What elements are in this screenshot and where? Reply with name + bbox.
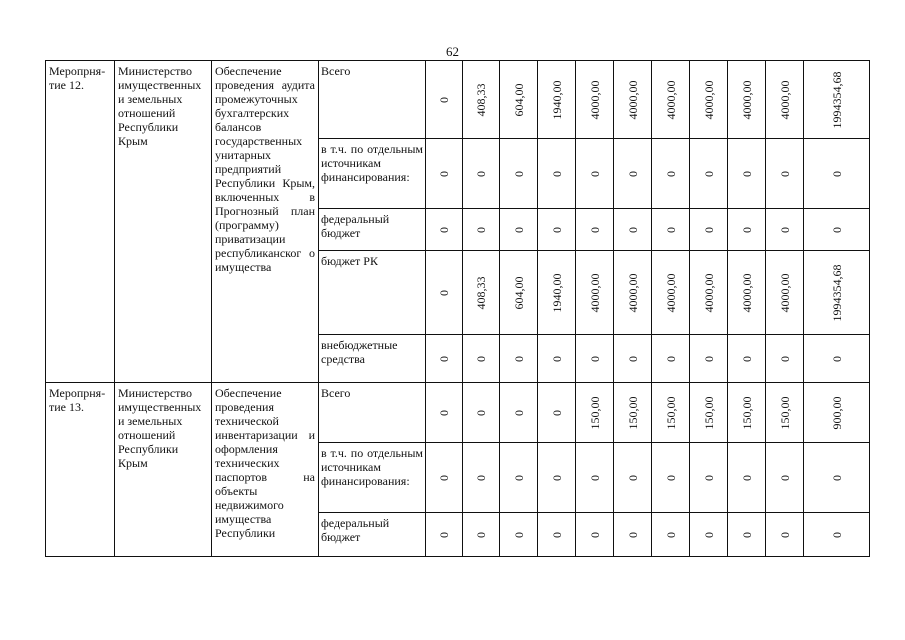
- value-text: 0: [663, 474, 678, 481]
- value-text: 1994354,68: [829, 71, 844, 128]
- value-cell: [766, 443, 804, 513]
- value-text: 0: [549, 409, 564, 416]
- value-cell: [766, 209, 804, 251]
- value-text: 150,00: [587, 396, 602, 429]
- value-cell: [500, 61, 538, 139]
- value-text: 4000,00: [663, 273, 678, 312]
- value-text: 0: [587, 474, 602, 481]
- value-cell: [614, 383, 652, 443]
- value-text: 0: [511, 409, 526, 416]
- value-cell: [576, 513, 614, 557]
- value-cell: [652, 443, 690, 513]
- value-cell: [463, 251, 500, 335]
- value-text: 0: [437, 96, 451, 103]
- value-text: 4000,00: [777, 80, 792, 119]
- value-cell: [690, 139, 728, 209]
- value-cell: [652, 139, 690, 209]
- value-text: 0: [739, 474, 754, 481]
- value-cell: [463, 513, 500, 557]
- value-cell: [576, 335, 614, 383]
- value-text: 0: [625, 226, 640, 233]
- value-cell: [690, 335, 728, 383]
- funding-source-cell: внебюджетные средства: [319, 335, 426, 383]
- value-text: 0: [437, 409, 451, 416]
- value-text: 0: [587, 355, 602, 362]
- value-cell: [690, 61, 728, 139]
- value-text: 0: [739, 226, 754, 233]
- value-cell: [500, 513, 538, 557]
- value-cell: [728, 209, 766, 251]
- value-text: 0: [739, 170, 754, 177]
- value-cell: [652, 251, 690, 335]
- table-row: [46, 61, 870, 139]
- value-cell: [538, 335, 576, 383]
- value-cell: [463, 61, 500, 139]
- value-text: 0: [511, 355, 526, 362]
- value-text: 0: [511, 474, 526, 481]
- value-cell: [463, 139, 500, 209]
- value-text: 408,33: [474, 83, 488, 116]
- value-cell: [538, 139, 576, 209]
- funding-source-cell: федеральный бюджет: [319, 513, 426, 557]
- value-cell: [614, 443, 652, 513]
- value-text: 0: [777, 170, 792, 177]
- value-cell: [728, 61, 766, 139]
- value-cell: [766, 251, 804, 335]
- value-cell: [426, 209, 463, 251]
- value-cell: [804, 383, 870, 443]
- value-text: 0: [549, 226, 564, 233]
- value-cell: [690, 383, 728, 443]
- value-text: 0: [437, 355, 451, 362]
- page-number: 62: [446, 44, 459, 59]
- value-text: 0: [829, 474, 844, 481]
- table-row: [46, 383, 870, 443]
- budget-table: [45, 60, 870, 557]
- value-cell: [500, 443, 538, 513]
- value-cell: [652, 61, 690, 139]
- value-cell: [804, 335, 870, 383]
- value-text: 0: [625, 531, 640, 538]
- value-cell: [614, 335, 652, 383]
- value-cell: [804, 209, 870, 251]
- value-text: 150,00: [701, 396, 716, 429]
- value-cell: [690, 209, 728, 251]
- value-cell: [614, 139, 652, 209]
- value-cell: [463, 335, 500, 383]
- value-cell: [576, 139, 614, 209]
- value-text: 0: [625, 355, 640, 362]
- funding-source-cell: Всего: [319, 61, 426, 139]
- value-text: 0: [829, 170, 844, 177]
- value-cell: [426, 383, 463, 443]
- value-cell: [652, 209, 690, 251]
- value-text: 0: [829, 355, 844, 362]
- value-cell: [538, 251, 576, 335]
- funding-source-cell: в т.ч. по отдельным источникам финансирования:: [319, 139, 426, 209]
- value-text: 0: [777, 355, 792, 362]
- value-text: 0: [777, 531, 792, 538]
- value-text: 0: [829, 226, 844, 233]
- value-text: 0: [739, 531, 754, 538]
- value-text: 0: [739, 355, 754, 362]
- value-text: 0: [625, 170, 640, 177]
- value-cell: [538, 209, 576, 251]
- value-cell: [538, 383, 576, 443]
- value-text: 4000,00: [777, 273, 792, 312]
- value-cell: [804, 139, 870, 209]
- value-cell: [766, 383, 804, 443]
- funding-source-cell: Всего: [319, 383, 426, 443]
- value-text: 1940,00: [549, 80, 564, 119]
- value-text: 0: [663, 355, 678, 362]
- value-cell: [766, 335, 804, 383]
- value-cell: [652, 513, 690, 557]
- value-text: 604,00: [511, 276, 526, 309]
- value-cell: [728, 139, 766, 209]
- value-text: 0: [701, 170, 716, 177]
- value-text: 0: [437, 531, 451, 538]
- value-text: 4000,00: [739, 80, 754, 119]
- value-cell: [728, 443, 766, 513]
- value-text: 0: [701, 474, 716, 481]
- value-cell: [652, 383, 690, 443]
- value-cell: [500, 335, 538, 383]
- value-text: 4000,00: [587, 273, 602, 312]
- value-text: 0: [437, 474, 451, 481]
- value-text: 150,00: [663, 396, 678, 429]
- value-text: 0: [663, 170, 678, 177]
- value-cell: [690, 443, 728, 513]
- value-text: 150,00: [739, 396, 754, 429]
- value-cell: [500, 383, 538, 443]
- value-text: 4000,00: [701, 273, 716, 312]
- value-text: 0: [625, 474, 640, 481]
- value-cell: [500, 139, 538, 209]
- value-cell: [690, 251, 728, 335]
- value-text: 150,00: [777, 396, 792, 429]
- value-cell: [538, 61, 576, 139]
- value-text: 0: [437, 170, 451, 177]
- value-cell: [426, 335, 463, 383]
- value-text: 0: [701, 355, 716, 362]
- value-text: 1940,00: [549, 273, 564, 312]
- value-cell: [576, 383, 614, 443]
- value-cell: [728, 383, 766, 443]
- value-cell: [463, 443, 500, 513]
- value-cell: [500, 251, 538, 335]
- value-cell: [766, 139, 804, 209]
- value-text: 4000,00: [587, 80, 602, 119]
- value-text: 0: [587, 226, 602, 233]
- value-cell: [804, 443, 870, 513]
- value-cell: [804, 61, 870, 139]
- value-text: 4000,00: [663, 80, 678, 119]
- value-text: 0: [474, 355, 488, 362]
- value-text: 0: [474, 531, 488, 538]
- value-text: 0: [549, 170, 564, 177]
- value-text: 0: [777, 474, 792, 481]
- value-text: 0: [437, 289, 451, 296]
- value-cell: [728, 513, 766, 557]
- value-cell: [576, 251, 614, 335]
- executor-cell: Министерство имущественных и земельных отношений Республики Крым: [115, 61, 212, 383]
- value-text: 900,00: [829, 396, 844, 429]
- value-text: 604,00: [511, 83, 526, 116]
- value-text: 1994354,68: [829, 264, 844, 321]
- value-text: 0: [701, 226, 716, 233]
- description-cell: Обеспечение проведения аудита промежуточных бухгалтерских балансов государственных унитарных предприятий Республики Крым, включенных в Прогнозный план (программу) приватизации республиканског о имущества: [212, 61, 319, 383]
- value-text: 0: [474, 170, 488, 177]
- value-cell: [463, 383, 500, 443]
- value-cell: [690, 513, 728, 557]
- event-label: Меропрня- тие 13.: [46, 383, 115, 557]
- value-text: 0: [549, 355, 564, 362]
- value-cell: [614, 209, 652, 251]
- executor-cell: Министерство имущественных и земельных отношений Республики Крым: [115, 383, 212, 557]
- value-text: 0: [701, 531, 716, 538]
- value-cell: [426, 139, 463, 209]
- funding-source-cell: бюджет РК: [319, 251, 426, 335]
- value-cell: [576, 209, 614, 251]
- value-text: 0: [474, 409, 488, 416]
- value-text: 4000,00: [625, 273, 640, 312]
- value-cell: [728, 335, 766, 383]
- value-cell: [614, 513, 652, 557]
- value-text: 0: [474, 474, 488, 481]
- value-cell: [426, 61, 463, 139]
- value-cell: [463, 209, 500, 251]
- value-text: 150,00: [625, 396, 640, 429]
- value-cell: [538, 443, 576, 513]
- value-cell: [576, 443, 614, 513]
- value-cell: [652, 335, 690, 383]
- value-cell: [426, 443, 463, 513]
- value-text: 0: [511, 531, 526, 538]
- funding-source-cell: федеральный бюджет: [319, 209, 426, 251]
- value-text: 4000,00: [701, 80, 716, 119]
- value-cell: [614, 61, 652, 139]
- value-text: 0: [663, 226, 678, 233]
- value-text: 0: [587, 170, 602, 177]
- value-cell: [426, 251, 463, 335]
- value-text: 0: [511, 170, 526, 177]
- funding-source-cell: в т.ч. по отдельным источникам финансирования:: [319, 443, 426, 513]
- value-cell: [766, 61, 804, 139]
- value-cell: [804, 251, 870, 335]
- value-cell: [614, 251, 652, 335]
- value-text: 0: [474, 226, 488, 233]
- value-text: 4000,00: [739, 273, 754, 312]
- value-text: 408,33: [474, 276, 488, 309]
- value-text: 0: [549, 531, 564, 538]
- value-text: 0: [437, 226, 451, 233]
- value-cell: [426, 513, 463, 557]
- value-text: 0: [549, 474, 564, 481]
- value-text: 0: [511, 226, 526, 233]
- value-cell: [576, 61, 614, 139]
- value-text: 4000,00: [625, 80, 640, 119]
- value-cell: [804, 513, 870, 557]
- value-cell: [500, 209, 538, 251]
- event-label: Меропрня- тие 12.: [46, 61, 115, 383]
- value-cell: [766, 513, 804, 557]
- value-cell: [538, 513, 576, 557]
- value-text: 0: [587, 531, 602, 538]
- value-text: 0: [663, 531, 678, 538]
- value-cell: [728, 251, 766, 335]
- value-text: 0: [829, 531, 844, 538]
- description-cell: Обеспечение проведения технической инвентаризации и оформления технических паспортов на объекты недвижимого имущества Республики: [212, 383, 319, 557]
- value-text: 0: [777, 226, 792, 233]
